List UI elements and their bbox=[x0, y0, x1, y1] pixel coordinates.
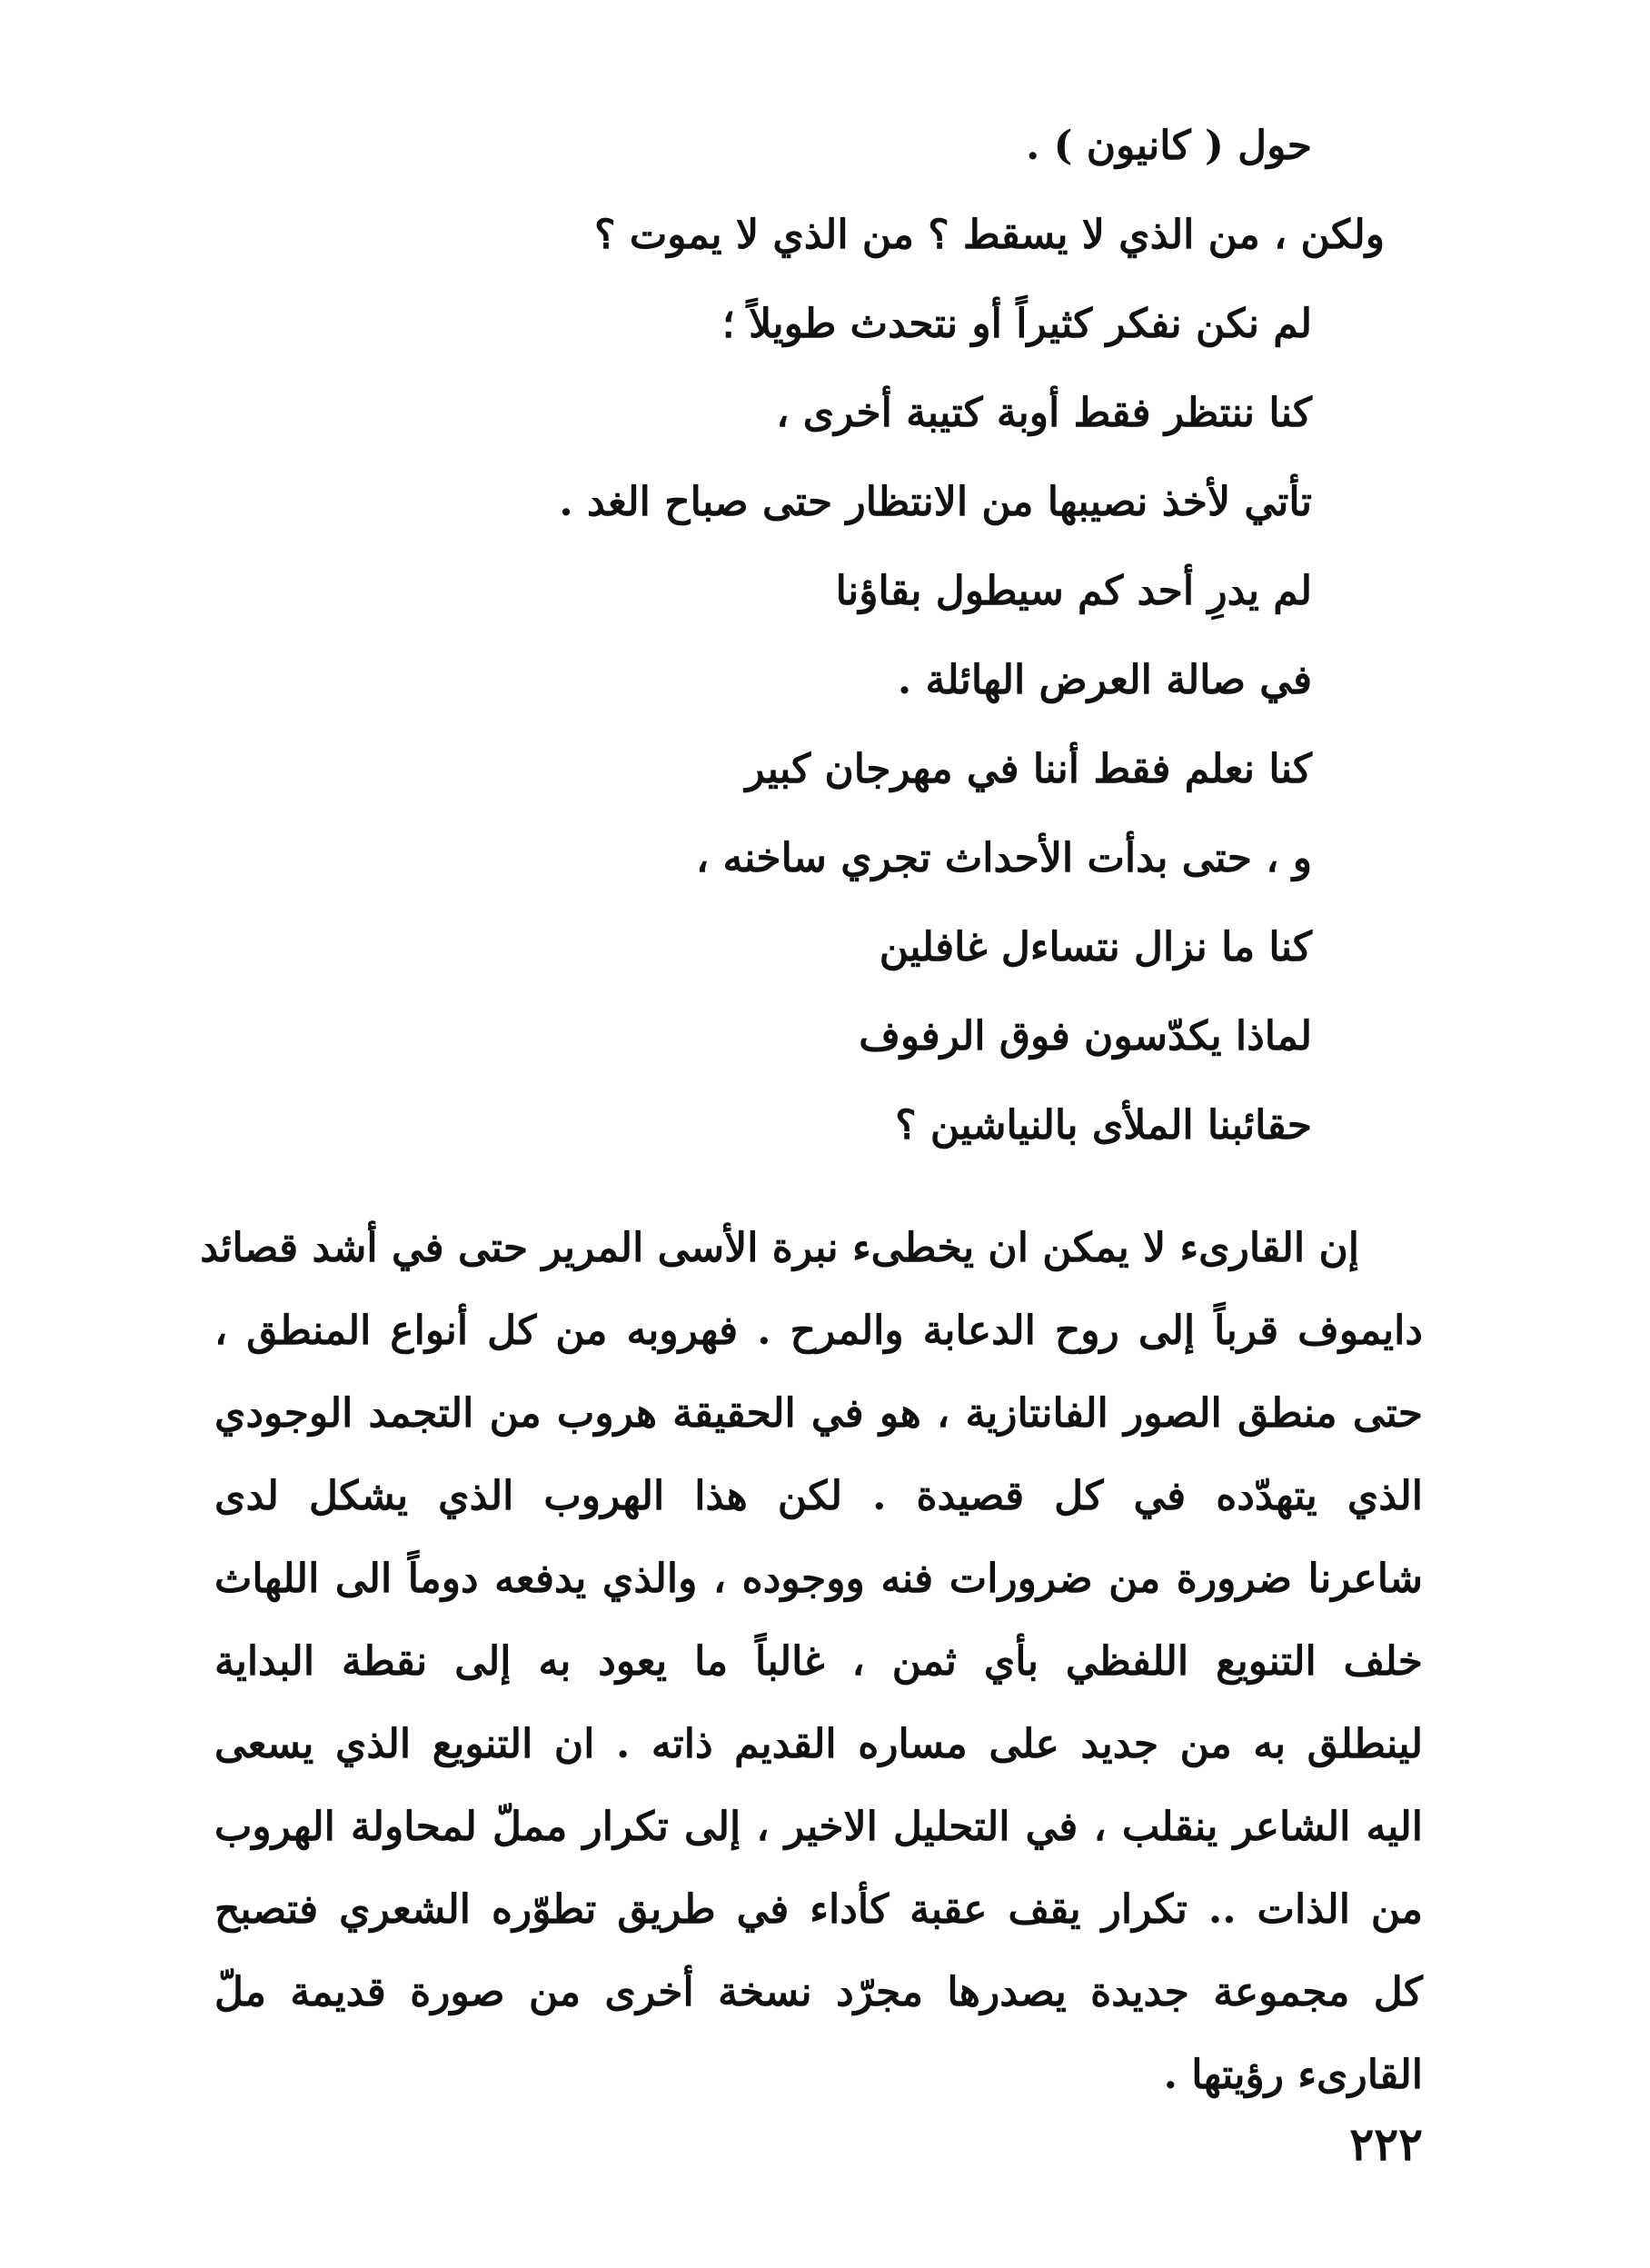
poem-line: لم يدرِ أحد كم سيطول بقاؤنا bbox=[835, 568, 1312, 614]
poem-line: لم نكن نفكر كثيراً أو نتحدث طويلاً ؛ bbox=[721, 301, 1312, 347]
page-number: ٢٢٢ bbox=[1349, 2117, 1423, 2171]
prose-line: حتى منطق الصور الفانتازية ، هو في الحقيقة هروب من التجمد الوجودي bbox=[214, 1390, 1423, 1437]
prose-line: دايموف قرباً إلى روح الدعابة والمرح . فهروبه من كل أنواع المنطق ، bbox=[214, 1308, 1423, 1354]
prose-line: من الذات .. تكرار يقف عقبة كأداء في طريق تطوّره الشعري فتصبح bbox=[214, 1886, 1423, 1933]
poem-block bbox=[276, 102, 1385, 1170]
poem-line: حول ( كانيون ) . bbox=[1025, 123, 1312, 169]
prose-paragraph bbox=[200, 1207, 1423, 2116]
poem-line: لماذا يكدّسون فوق الرفوف bbox=[859, 1013, 1312, 1059]
prose-line: الذي يتهدّده في كل قصيدة . لكن هذا الهروب الذي يشكل لدى bbox=[214, 1473, 1423, 1519]
poem-line: كنا ما نزال نتساءل غافلين bbox=[879, 924, 1312, 970]
prose-line: خلف التنويع اللفظي بأي ثمن ، غالباً ما يعود به إلى نقطة البداية bbox=[214, 1638, 1423, 1685]
prose-line: اليه الشاعر ينقلب ، في التحليل الاخير ، إلى تكرار مملّ لمحاولة الهروب bbox=[214, 1804, 1423, 1850]
prose-line: القارىء رؤيتها . bbox=[1163, 2052, 1423, 2098]
poem-line: ولكن ، من الذي لا يسقط ؟ من الذي لا يموت ؟ bbox=[594, 212, 1385, 258]
poem-line: و ، حتى بدأت الأحداث تجري ساخنه ، bbox=[696, 835, 1312, 881]
poem-line: تأتي لأخذ نصيبها من الانتظار حتى صباح الغد . bbox=[559, 479, 1312, 525]
poem-line: حقائبنا الملأى بالنياشين ؟ bbox=[895, 1102, 1312, 1149]
prose-line: شاعرنا ضرورة من ضرورات فنه ووجوده ، والذي يدفعه دوماً الى اللهاث bbox=[214, 1556, 1423, 1602]
poem-line: كنا ننتظر فقط أوبة كتيبة أخرى ، bbox=[776, 390, 1312, 436]
prose-line: إن القارىء لا يمكن ان يخطىء نبرة الأسى المرير حتى في أشد قصائد bbox=[200, 1225, 1359, 1271]
poem-line: في صالة العرض الهائلة . bbox=[897, 657, 1312, 703]
poem-line: كنا نعلم فقط أننا في مهرجان كبير bbox=[745, 746, 1312, 792]
prose-line: لينطلق به من جديد على مساره القديم ذاته . ان التنويع الذي يسعى bbox=[214, 1721, 1423, 1767]
prose-line: كل مجموعة جديدة يصدرها مجرّد نسخة أخرى من صورة قديمة ملّ bbox=[214, 1969, 1423, 2015]
